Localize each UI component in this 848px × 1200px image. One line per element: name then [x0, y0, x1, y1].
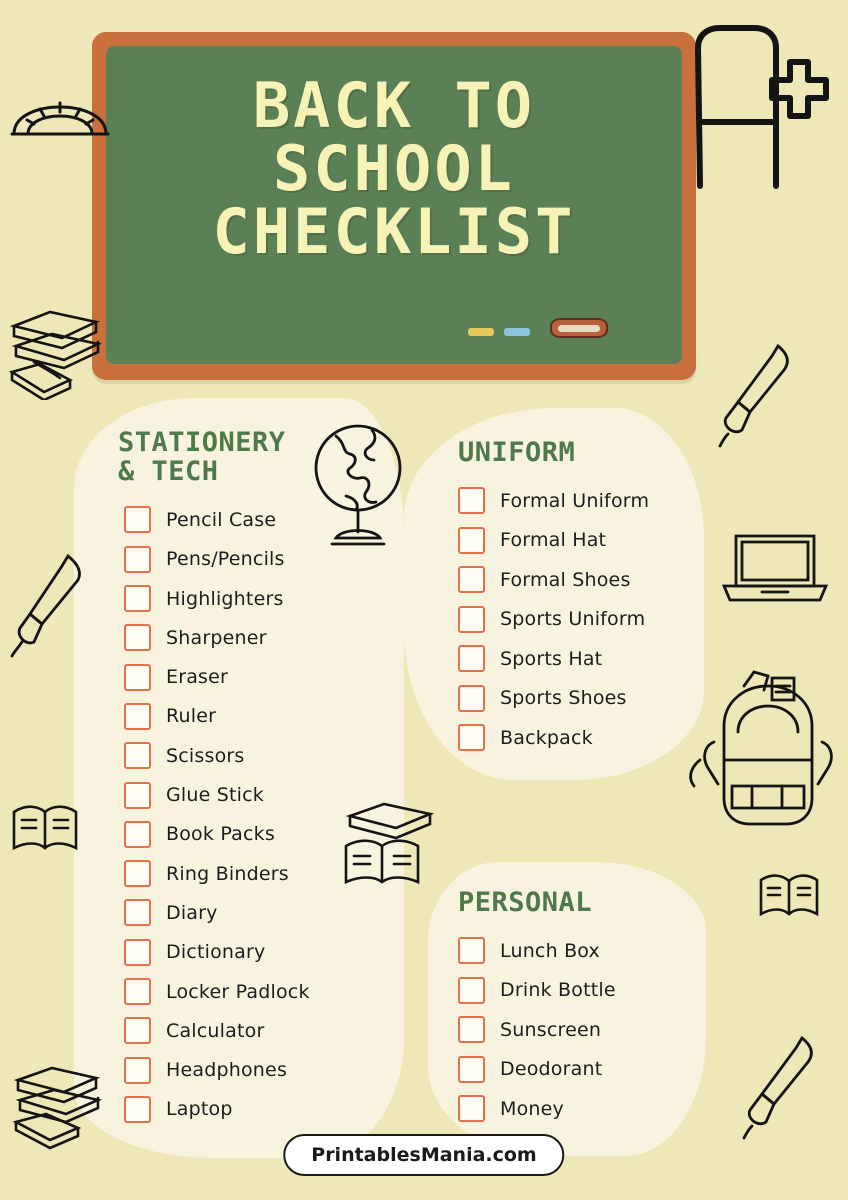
list-item[interactable]	[118, 658, 388, 697]
item-label: Deodorant	[500, 1058, 603, 1081]
list-item[interactable]	[458, 1089, 704, 1129]
list-item[interactable]	[458, 971, 704, 1011]
checkbox[interactable]	[124, 782, 151, 809]
list-item[interactable]	[118, 972, 388, 1011]
backpack-icon	[676, 668, 840, 849]
item-label: Diary	[166, 901, 218, 924]
list-item[interactable]	[458, 481, 704, 521]
checkbox[interactable]	[124, 506, 151, 533]
stacked-books-icon	[340, 798, 448, 899]
checkbox[interactable]	[124, 703, 151, 730]
list-item[interactable]	[458, 639, 704, 679]
item-label: Backpack	[500, 726, 593, 749]
checkbox[interactable]	[124, 860, 151, 887]
list-item[interactable]	[458, 600, 704, 640]
stacked-books-icon	[10, 1060, 106, 1157]
laptop-icon	[718, 528, 832, 615]
checkbox[interactable]	[124, 546, 151, 573]
list-item[interactable]	[118, 933, 388, 972]
item-label: Eraser	[166, 666, 229, 689]
chalkboard-eraser-icon	[550, 318, 608, 338]
list-item[interactable]	[458, 560, 704, 600]
checkbox[interactable]	[458, 1056, 485, 1083]
list-item[interactable]	[118, 736, 388, 775]
item-label: Formal Shoes	[500, 568, 631, 591]
title-line-2: SCHOOL	[273, 132, 515, 206]
item-label: Ring Binders	[166, 862, 289, 885]
item-label: Pens/Pencils	[166, 548, 285, 571]
list-item[interactable]	[458, 931, 704, 971]
item-label: Book Packs	[166, 823, 275, 846]
item-label: Drink Bottle	[500, 979, 616, 1002]
list-item[interactable]	[118, 579, 388, 618]
checkbox[interactable]	[458, 1095, 485, 1122]
paintbrush-icon	[8, 550, 94, 665]
item-label: Locker Padlock	[166, 980, 310, 1003]
checkbox[interactable]	[458, 1016, 485, 1043]
list-item[interactable]	[118, 1011, 388, 1050]
checkbox[interactable]	[124, 1057, 151, 1084]
stacked-books-icon	[4, 300, 108, 405]
checklist-personal	[458, 931, 704, 1129]
checkbox[interactable]	[124, 899, 151, 926]
title-line-1: BACK TO	[252, 69, 536, 142]
item-label: Lunch Box	[500, 939, 600, 962]
item-label: Pencil Case	[166, 508, 277, 531]
section-heading-personal	[458, 888, 704, 917]
checkbox[interactable]	[124, 1096, 151, 1123]
checklist-uniform	[458, 481, 704, 758]
open-book-icon	[756, 870, 822, 929]
item-label: Headphones	[166, 1059, 288, 1082]
chalk-icon	[468, 328, 494, 336]
chalkboard-surface	[106, 46, 682, 364]
page-title	[106, 69, 682, 269]
checkbox[interactable]	[458, 937, 485, 964]
paintbrush-icon	[740, 1032, 820, 1145]
open-book-icon	[8, 800, 82, 863]
footer-watermark[interactable]	[283, 1134, 564, 1176]
chalkboard	[92, 32, 696, 380]
section-heading-line-2: & TECH	[118, 456, 219, 488]
list-item[interactable]	[118, 1090, 388, 1129]
item-label: Highlighters	[166, 587, 284, 610]
item-label: Laptop	[166, 1098, 233, 1121]
item-label: Formal Hat	[500, 529, 607, 552]
checkbox[interactable]	[124, 978, 151, 1005]
checkbox[interactable]	[124, 939, 151, 966]
section-uniform	[458, 438, 704, 758]
checkbox[interactable]	[458, 487, 485, 514]
checkbox[interactable]	[124, 624, 151, 651]
chalk-tray	[106, 320, 682, 338]
list-item[interactable]	[458, 521, 704, 561]
section-heading-line-1: PERSONAL	[458, 887, 593, 918]
section-heading-line-1: STATIONERY	[118, 427, 286, 458]
section-heading-uniform	[458, 438, 704, 467]
chalk-icon	[504, 328, 530, 336]
list-item[interactable]	[458, 1050, 704, 1090]
item-label: Sports Uniform	[500, 608, 646, 631]
list-item[interactable]	[118, 618, 388, 657]
checkbox[interactable]	[124, 1017, 151, 1044]
item-label: Sports Hat	[500, 647, 603, 670]
list-item[interactable]	[458, 679, 704, 719]
section-heading-line-1: UNIFORM	[458, 437, 576, 468]
checkbox[interactable]	[458, 685, 485, 712]
item-label: Sunscreen	[500, 1018, 602, 1041]
checkbox[interactable]	[458, 645, 485, 672]
item-label: Calculator	[166, 1019, 265, 1042]
checkbox[interactable]	[124, 585, 151, 612]
list-item[interactable]	[118, 1050, 388, 1089]
item-label: Ruler	[166, 705, 217, 728]
checkbox[interactable]	[124, 742, 151, 769]
checkbox[interactable]	[458, 566, 485, 593]
item-label: Glue Stick	[166, 784, 265, 807]
a-plus-badge	[690, 18, 830, 193]
item-label: Scissors	[166, 744, 245, 767]
list-item[interactable]	[118, 893, 388, 932]
checkbox[interactable]	[124, 664, 151, 691]
list-item[interactable]	[118, 697, 388, 736]
list-item[interactable]	[458, 718, 704, 758]
item-label: Formal Uniform	[500, 489, 650, 512]
item-label: Sports Shoes	[500, 687, 627, 710]
globe-icon	[306, 412, 410, 557]
checkbox[interactable]	[458, 606, 485, 633]
item-label: Money	[500, 1097, 564, 1120]
item-label: Dictionary	[166, 941, 266, 964]
protractor-icon	[8, 78, 112, 147]
checkbox[interactable]	[124, 821, 151, 848]
list-item[interactable]	[458, 1010, 704, 1050]
section-personal	[458, 888, 704, 1129]
title-line-3: CHECKLIST	[212, 195, 576, 269]
footer-label: PrintablesMania.com	[311, 1144, 537, 1166]
checkbox[interactable]	[458, 977, 485, 1004]
checkbox[interactable]	[458, 724, 485, 751]
checkbox[interactable]	[458, 527, 485, 554]
item-label: Sharpener	[166, 626, 267, 649]
paintbrush-icon	[716, 338, 796, 455]
